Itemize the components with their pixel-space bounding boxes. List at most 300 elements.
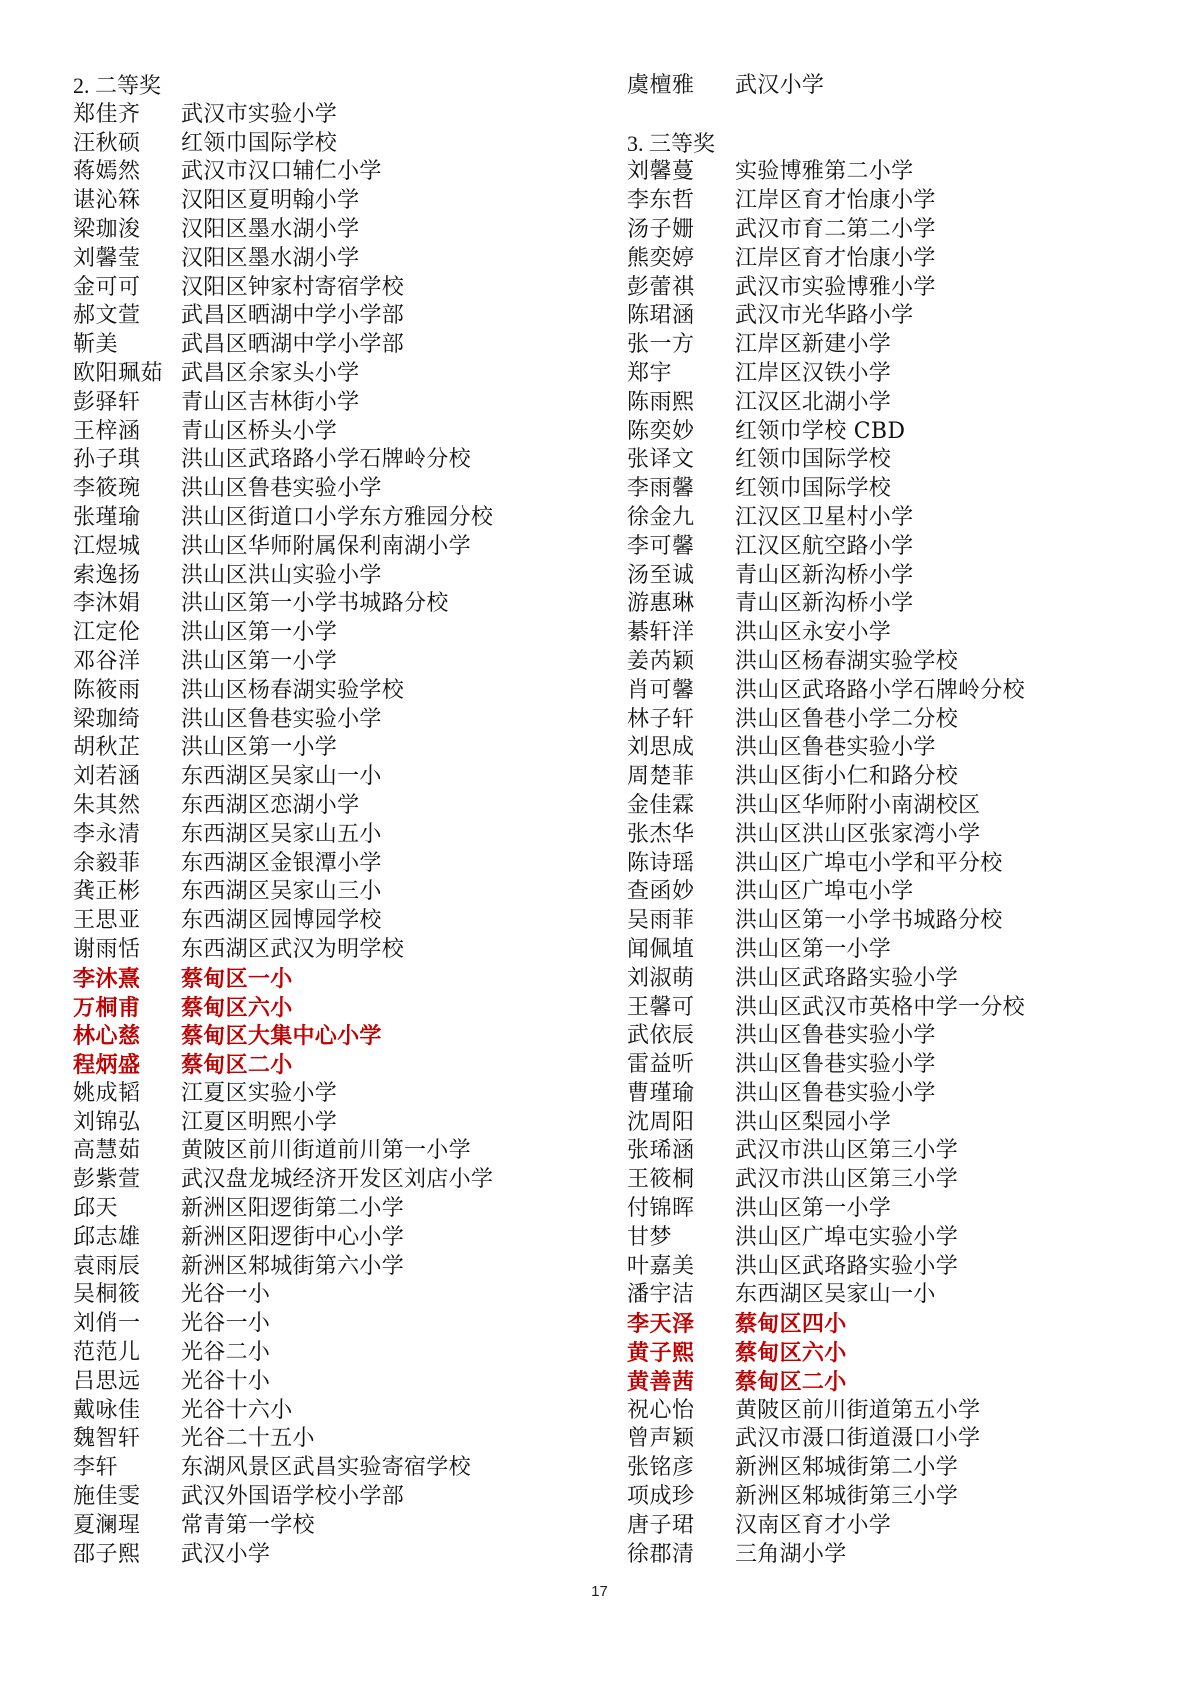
winner-school: 洪山区鲁巷实验小学 <box>735 1023 936 1049</box>
winner-school: 青山区吉林街小学 <box>181 389 360 415</box>
winner-school: 江夏区实验小学 <box>181 1080 338 1106</box>
winner-school: 江岸区育才怡康小学 <box>735 188 936 214</box>
winner-name: 刘若涵 <box>73 764 141 790</box>
list-item <box>627 878 1025 907</box>
winner-name: 邵子熙 <box>73 1541 141 1567</box>
winner-school: 洪山区第一小学书城路分校 <box>735 908 1003 934</box>
list-item <box>627 1541 1025 1570</box>
list-item <box>627 1137 1025 1166</box>
list-item <box>627 216 1025 245</box>
list-item <box>73 475 493 504</box>
list-item <box>627 619 1025 648</box>
winner-name: 李筱琬 <box>73 476 141 502</box>
winner-name: 陈筱雨 <box>73 677 141 703</box>
list-item <box>627 389 1025 418</box>
winner-name: 欧阳珮茹 <box>73 360 164 386</box>
list-item <box>73 504 493 533</box>
list-item <box>627 648 1025 677</box>
winner-school: 东湖风景区武昌实验寄宿学校 <box>181 1455 471 1481</box>
winner-name: 魏智轩 <box>73 1426 141 1452</box>
winner-name: 王馨可 <box>627 994 695 1020</box>
list-item <box>627 1454 1025 1483</box>
winner-name: 李可馨 <box>627 533 695 559</box>
winner-name: 刘锦弘 <box>73 1109 141 1135</box>
list-item <box>627 965 1025 994</box>
winner-school: 洪山区广埠屯小学和平分校 <box>735 850 1003 876</box>
winner-name: 叶嘉美 <box>627 1253 695 1279</box>
winner-name: 吴桐筱 <box>73 1282 141 1308</box>
winner-name: 索逸扬 <box>73 562 141 588</box>
winner-school: 洪山区杨春湖实验学校 <box>735 648 959 674</box>
winner-school: 洪山区鲁巷实验小学 <box>735 1052 936 1078</box>
winner-school: 洪山区武汉市英格中学一分校 <box>735 994 1025 1020</box>
winner-school: 东西湖区武汉为明学校 <box>181 936 405 962</box>
winner-name: 付锦晖 <box>627 1196 695 1222</box>
winner-name: 刘思成 <box>627 735 695 761</box>
winner-school: 东西湖区恋湖小学 <box>181 792 360 818</box>
winner-name: 彭紫萱 <box>73 1167 141 1193</box>
list-item <box>627 706 1025 735</box>
list-item <box>627 936 1025 965</box>
winner-name: 戴咏佳 <box>73 1397 141 1423</box>
winner-school: 江汉区航空路小学 <box>735 533 914 559</box>
winner-name: 雷益听 <box>627 1052 695 1078</box>
list-item <box>627 302 1025 331</box>
winner-school: 洪山区鲁巷实验小学 <box>735 735 936 761</box>
list-item <box>627 734 1025 763</box>
winner-name: 金佳霖 <box>627 792 695 818</box>
winner-school: 新洲区邾城街第二小学 <box>735 1455 959 1481</box>
winner-school: 蔡甸区一小 <box>181 965 293 992</box>
winner-name: 刘淑萌 <box>627 965 695 991</box>
winner-name: 张杰华 <box>627 821 695 847</box>
winner-school: 武汉市滠口街道滠口小学 <box>735 1426 981 1452</box>
list-item <box>627 1281 1025 1310</box>
winner-name: 郑佳齐 <box>73 101 141 127</box>
list-item <box>73 446 493 475</box>
list-item <box>73 389 493 418</box>
winner-school: 洪山区华师附属保利南湖小学 <box>181 533 471 559</box>
winner-school: 东西湖区吴家山三小 <box>181 879 382 905</box>
list-item <box>73 418 493 447</box>
list-item <box>627 1109 1025 1138</box>
winner-name: 曾声颖 <box>627 1426 695 1452</box>
winner-school: 光谷二小 <box>181 1340 271 1366</box>
winner-name: 曹瑾瑜 <box>627 1080 695 1106</box>
winner-school: 光谷一小 <box>181 1282 271 1308</box>
list-item <box>73 821 493 850</box>
winner-school: 洪山区第一小学 <box>181 735 338 761</box>
list-item <box>73 763 493 792</box>
winner-name: 彭驿轩 <box>73 389 141 415</box>
winner-school: 红领巾国际学校 <box>735 447 892 473</box>
list-item <box>73 1397 493 1426</box>
winner-school: 新洲区邾城街第六小学 <box>181 1253 405 1279</box>
list-item <box>73 331 493 360</box>
winner-name: 夏澜瑆 <box>73 1512 141 1538</box>
list-item <box>73 734 493 763</box>
winner-school: 汉阳区钟家村寄宿学校 <box>181 274 405 300</box>
winner-name: 江煜城 <box>73 533 141 559</box>
winner-school: 武昌区晒湖中学小学部 <box>181 332 405 358</box>
winner-name: 沈周阳 <box>627 1109 695 1135</box>
winner-name: 姚成韬 <box>73 1080 141 1106</box>
winner-name: 孙子琪 <box>73 447 141 473</box>
list-item <box>627 562 1025 591</box>
list-item <box>73 130 493 159</box>
winner-school: 黄陂区前川街道第五小学 <box>735 1397 981 1423</box>
winner-name: 李沐娟 <box>73 591 141 617</box>
list-item <box>627 418 1025 447</box>
winner-school: 实验博雅第二小学 <box>735 159 914 185</box>
list-item <box>73 245 493 274</box>
second-prize-heading: 2. 二等奖 <box>73 73 162 98</box>
winner-name: 项成珍 <box>627 1484 695 1510</box>
winner-school: 武昌区晒湖中学小学部 <box>181 303 405 329</box>
winner-school: 洪山区鲁巷小学二分校 <box>735 706 959 732</box>
list-item <box>627 533 1025 562</box>
winner-name: 金可可 <box>73 274 141 300</box>
winner-name: 郑宇 <box>627 360 673 386</box>
winner-name: 李天泽 <box>627 1311 695 1338</box>
list-item <box>73 1425 493 1454</box>
list-item <box>73 1281 493 1310</box>
winner-name: 李轩 <box>73 1455 119 1481</box>
list-item <box>627 1166 1025 1195</box>
winner-school: 洪山区杨春湖实验学校 <box>181 677 405 703</box>
winner-school: 青山区新沟桥小学 <box>735 591 914 617</box>
winner-name: 余毅菲 <box>73 850 141 876</box>
list-item <box>627 331 1025 360</box>
list-item <box>627 677 1025 706</box>
list-item <box>73 1310 493 1339</box>
list-item <box>73 1541 493 1570</box>
winner-name: 梁珈绮 <box>73 706 141 732</box>
list-item <box>627 274 1025 303</box>
winner-school: 洪山区第一小学书城路分校 <box>181 591 449 617</box>
winner-school: 武汉市洪山区第三小学 <box>735 1138 959 1164</box>
list-item <box>73 1368 493 1397</box>
list-item <box>627 1425 1025 1454</box>
list-item <box>627 1339 1025 1368</box>
winner-name: 姜芮颖 <box>627 648 695 674</box>
list-item <box>627 792 1025 821</box>
winner-name: 黄子熙 <box>627 1340 695 1367</box>
winner-name: 郝文萱 <box>73 303 141 329</box>
winner-name: 唐子珺 <box>627 1512 695 1538</box>
winner-school: 新洲区阳逻街中心小学 <box>181 1224 405 1250</box>
winner-school: 东西湖区吴家山五小 <box>181 821 382 847</box>
winner-school: 武汉小学 <box>181 1541 271 1567</box>
winner-name: 查函妙 <box>627 879 695 905</box>
winner-name: 胡秋芷 <box>73 735 141 761</box>
winner-school: 洪山区武珞路小学石牌岭分校 <box>735 677 1025 703</box>
list-item <box>73 1137 493 1166</box>
winner-school: 洪山区洪山实验小学 <box>181 562 382 588</box>
winner-school: 东西湖区吴家山一小 <box>181 764 382 790</box>
list-item <box>73 1253 493 1282</box>
winner-name: 吕思远 <box>73 1368 141 1394</box>
winner-name: 游惠琳 <box>627 591 695 617</box>
list-item <box>627 446 1025 475</box>
winner-name: 虞檀雅 <box>627 73 695 98</box>
second-prize-list <box>73 101 493 1570</box>
winner-name: 施佳雯 <box>73 1484 141 1510</box>
winner-name: 李雨馨 <box>627 476 695 502</box>
winner-name: 蒋嫣然 <box>73 159 141 185</box>
list-item <box>627 1483 1025 1512</box>
winner-name: 李永清 <box>73 821 141 847</box>
list-item <box>73 706 493 735</box>
list-item <box>73 533 493 562</box>
winner-school: 洪山区武珞路小学石牌岭分校 <box>181 447 471 473</box>
list-item <box>73 1224 493 1253</box>
winner-school: 武昌区余家头小学 <box>181 360 360 386</box>
winner-school: 青山区新沟桥小学 <box>735 562 914 588</box>
winner-school: 新洲区邾城街第三小学 <box>735 1484 959 1510</box>
list-item <box>627 850 1025 879</box>
winner-school: 洪山区第一小学 <box>181 620 338 646</box>
winner-school: 洪山区武珞路实验小学 <box>735 965 959 991</box>
list-item <box>73 907 493 936</box>
winner-name: 张译文 <box>627 447 695 473</box>
list-item <box>73 562 493 591</box>
winner-school: 光谷二十五小 <box>181 1426 315 1452</box>
list-item <box>73 677 493 706</box>
list-item <box>627 1512 1025 1541</box>
winner-school: 洪山区广埠屯实验小学 <box>735 1224 959 1250</box>
winner-school: 红领巾国际学校 <box>735 476 892 502</box>
list-item <box>73 1051 493 1080</box>
list-item <box>627 1310 1025 1339</box>
winner-school: 洪山区广埠屯小学 <box>735 879 914 905</box>
winner-name: 张铭彦 <box>627 1455 695 1481</box>
winner-name: 万桐甫 <box>73 994 141 1021</box>
list-item <box>73 302 493 331</box>
winner-name: 朱其然 <box>73 792 141 818</box>
winner-school: 蔡甸区二小 <box>181 1052 293 1079</box>
winner-name: 肖可馨 <box>627 677 695 703</box>
list-item <box>627 590 1025 619</box>
winner-school: 蔡甸区六小 <box>735 1340 847 1367</box>
list-item <box>73 274 493 303</box>
winner-name: 林子轩 <box>627 706 695 732</box>
winner-name: 汤至诚 <box>627 562 695 588</box>
winner-name: 张一方 <box>627 332 695 358</box>
winner-school: 蔡甸区四小 <box>735 1311 847 1338</box>
winner-name: 武依辰 <box>627 1023 695 1049</box>
winner-school: 青山区桥头小学 <box>181 418 338 444</box>
list-item <box>73 878 493 907</box>
winner-school: 洪山区鲁巷实验小学 <box>181 706 382 732</box>
winner-name: 刘俏一 <box>73 1311 141 1337</box>
list-item <box>627 360 1025 389</box>
list-item <box>627 1253 1025 1282</box>
winner-name: 张瑾瑜 <box>73 504 141 530</box>
left-column <box>73 72 493 1569</box>
winner-name: 陈奕妙 <box>627 418 695 444</box>
third-prize-list <box>627 158 1025 1569</box>
list-item <box>627 187 1025 216</box>
list-item <box>73 936 493 965</box>
continued-entry <box>627 72 1025 101</box>
winner-name: 刘馨莹 <box>73 245 141 271</box>
winner-name: 林心慈 <box>73 1023 141 1050</box>
list-item <box>73 994 493 1023</box>
winner-name: 彭蕾祺 <box>627 274 695 300</box>
winner-school: 洪山区第一小学 <box>735 936 892 962</box>
list-item <box>627 763 1025 792</box>
winner-school: 武汉市光华路小学 <box>735 303 914 329</box>
winner-school: 武汉市实验博雅小学 <box>735 274 936 300</box>
list-item <box>73 101 493 130</box>
winner-school: 武汉市洪山区第三小学 <box>735 1167 959 1193</box>
winner-school: 光谷一小 <box>181 1311 271 1337</box>
right-column <box>627 72 1025 1569</box>
winner-school: 东西湖区金银潭小学 <box>181 850 382 876</box>
winner-name: 熊奕婷 <box>627 245 695 271</box>
winner-school: 洪山区梨园小学 <box>735 1109 892 1135</box>
winner-school: 洪山区武珞路实验小学 <box>735 1253 959 1279</box>
winner-school: 光谷十六小 <box>181 1397 293 1423</box>
winner-school: 江岸区汉铁小学 <box>735 360 892 386</box>
winner-school: 洪山区街道口小学东方雅园分校 <box>181 504 494 530</box>
winner-school: 红领巾国际学校 <box>181 130 338 156</box>
list-item <box>73 158 493 187</box>
winner-school: 洪山区鲁巷实验小学 <box>735 1080 936 1106</box>
winner-school: 东西湖区吴家山一小 <box>735 1282 936 1308</box>
list-item <box>73 965 493 994</box>
winner-school: 常青第一学校 <box>181 1512 315 1538</box>
winner-name: 甘梦 <box>627 1224 673 1250</box>
winner-school: 洪山区第一小学 <box>181 648 338 674</box>
winner-school: 洪山区第一小学 <box>735 1196 892 1222</box>
list-item <box>627 1080 1025 1109</box>
winner-name: 李沐熹 <box>73 965 141 992</box>
list-item <box>73 850 493 879</box>
list-item <box>73 1483 493 1512</box>
winner-school: 黄陂区前川街道前川第一小学 <box>181 1138 471 1164</box>
winner-school: 武汉市育二第二小学 <box>735 216 936 242</box>
list-item <box>73 1109 493 1138</box>
list-item <box>73 1339 493 1368</box>
winner-school: 蔡甸区六小 <box>181 994 293 1021</box>
winner-school: 新洲区阳逻街第二小学 <box>181 1196 405 1222</box>
winner-name: 周楚菲 <box>627 764 695 790</box>
list-item <box>73 1512 493 1541</box>
list-item <box>627 1195 1025 1224</box>
winner-name: 江定伦 <box>73 620 141 646</box>
winner-school: 武汉外国语学校小学部 <box>181 1484 405 1510</box>
list-item <box>73 1454 493 1483</box>
list-item <box>627 1022 1025 1051</box>
winner-name: 潘宇洁 <box>627 1282 695 1308</box>
list-item <box>73 187 493 216</box>
winner-school: 洪山区街小仁和路分校 <box>735 764 959 790</box>
list-item <box>627 907 1025 936</box>
winner-name: 邱志雄 <box>73 1224 141 1250</box>
winner-name: 王思亚 <box>73 908 141 934</box>
list-item <box>627 1397 1025 1426</box>
winner-school: 江汉区北湖小学 <box>735 389 892 415</box>
winner-school: 光谷十小 <box>181 1368 271 1394</box>
list-item <box>73 590 493 619</box>
winner-name: 邓谷洋 <box>73 648 141 674</box>
list-item <box>627 1368 1025 1397</box>
winner-school: 洪山区永安小学 <box>735 620 892 646</box>
winner-school: 洪山区洪山区张家湾小学 <box>735 821 981 847</box>
third-prize-heading: 3. 三等奖 <box>627 130 716 156</box>
winner-name: 程炳盛 <box>73 1052 141 1079</box>
winner-name: 吴雨菲 <box>627 908 695 934</box>
list-item <box>627 245 1025 274</box>
winner-name: 祝心怡 <box>627 1397 695 1423</box>
winner-school: 蔡甸区二小 <box>735 1368 847 1395</box>
list-item <box>627 158 1025 187</box>
winner-name: 王筱桐 <box>627 1167 695 1193</box>
winner-school: 江汉区卫星村小学 <box>735 504 914 530</box>
winner-school: 江夏区明熙小学 <box>181 1109 338 1135</box>
list-item <box>627 1224 1025 1253</box>
winner-name: 袁雨辰 <box>73 1253 141 1279</box>
list-item <box>73 1080 493 1109</box>
winner-name: 陈诗瑶 <box>627 850 695 876</box>
winner-name: 范范儿 <box>73 1340 141 1366</box>
list-item <box>627 475 1025 504</box>
winner-school: 汉南区育才小学 <box>735 1512 892 1538</box>
winner-name: 谢雨恬 <box>73 936 141 962</box>
winner-school: 蔡甸区大集中心小学 <box>181 1023 382 1050</box>
winner-school: 洪山区华师附小南湖校区 <box>735 792 981 818</box>
winner-school: 汉阳区墨水湖小学 <box>181 216 360 242</box>
winner-school: 江岸区育才怡康小学 <box>735 245 936 271</box>
winner-name: 刘馨蔓 <box>627 159 695 185</box>
list-item <box>73 648 493 677</box>
winner-school: 三角湖小学 <box>735 1541 847 1567</box>
winner-name: 陈雨熙 <box>627 389 695 415</box>
winner-school: 东西湖区园博园学校 <box>181 908 382 934</box>
winner-school: 武汉小学 <box>735 73 825 98</box>
list-item <box>627 994 1025 1023</box>
winner-school: 洪山区鲁巷实验小学 <box>181 476 382 502</box>
winner-school: 武汉市汉口辅仁小学 <box>181 159 382 185</box>
winner-name: 靳美 <box>73 332 119 358</box>
winner-school: 江岸区新建小学 <box>735 332 892 358</box>
winner-name: 徐郡清 <box>627 1541 695 1567</box>
winner-name: 徐金九 <box>627 504 695 530</box>
list-item <box>627 1051 1025 1080</box>
list-item <box>73 216 493 245</box>
winner-name: 谌沁箖 <box>73 188 141 214</box>
winner-name: 陈珺涵 <box>627 303 695 329</box>
winner-school: 汉阳区墨水湖小学 <box>181 245 360 271</box>
winner-name: 梁珈浚 <box>73 216 141 242</box>
winner-name: 龚正彬 <box>73 879 141 905</box>
winner-name: 李东哲 <box>627 188 695 214</box>
winner-name: 王梓涵 <box>73 418 141 444</box>
winner-school: 武汉市实验小学 <box>181 101 338 127</box>
list-item <box>73 792 493 821</box>
winner-name: 綦轩洋 <box>627 620 695 646</box>
winner-school: 武汉盘龙城经济开发区刘店小学 <box>181 1167 494 1193</box>
winner-name: 汤子姗 <box>627 216 695 242</box>
winner-name: 汪秋硕 <box>73 130 141 156</box>
list-item <box>73 619 493 648</box>
list-item <box>627 504 1025 533</box>
list-item <box>73 1022 493 1051</box>
winner-name: 邱天 <box>73 1196 119 1222</box>
list-item <box>73 1166 493 1195</box>
